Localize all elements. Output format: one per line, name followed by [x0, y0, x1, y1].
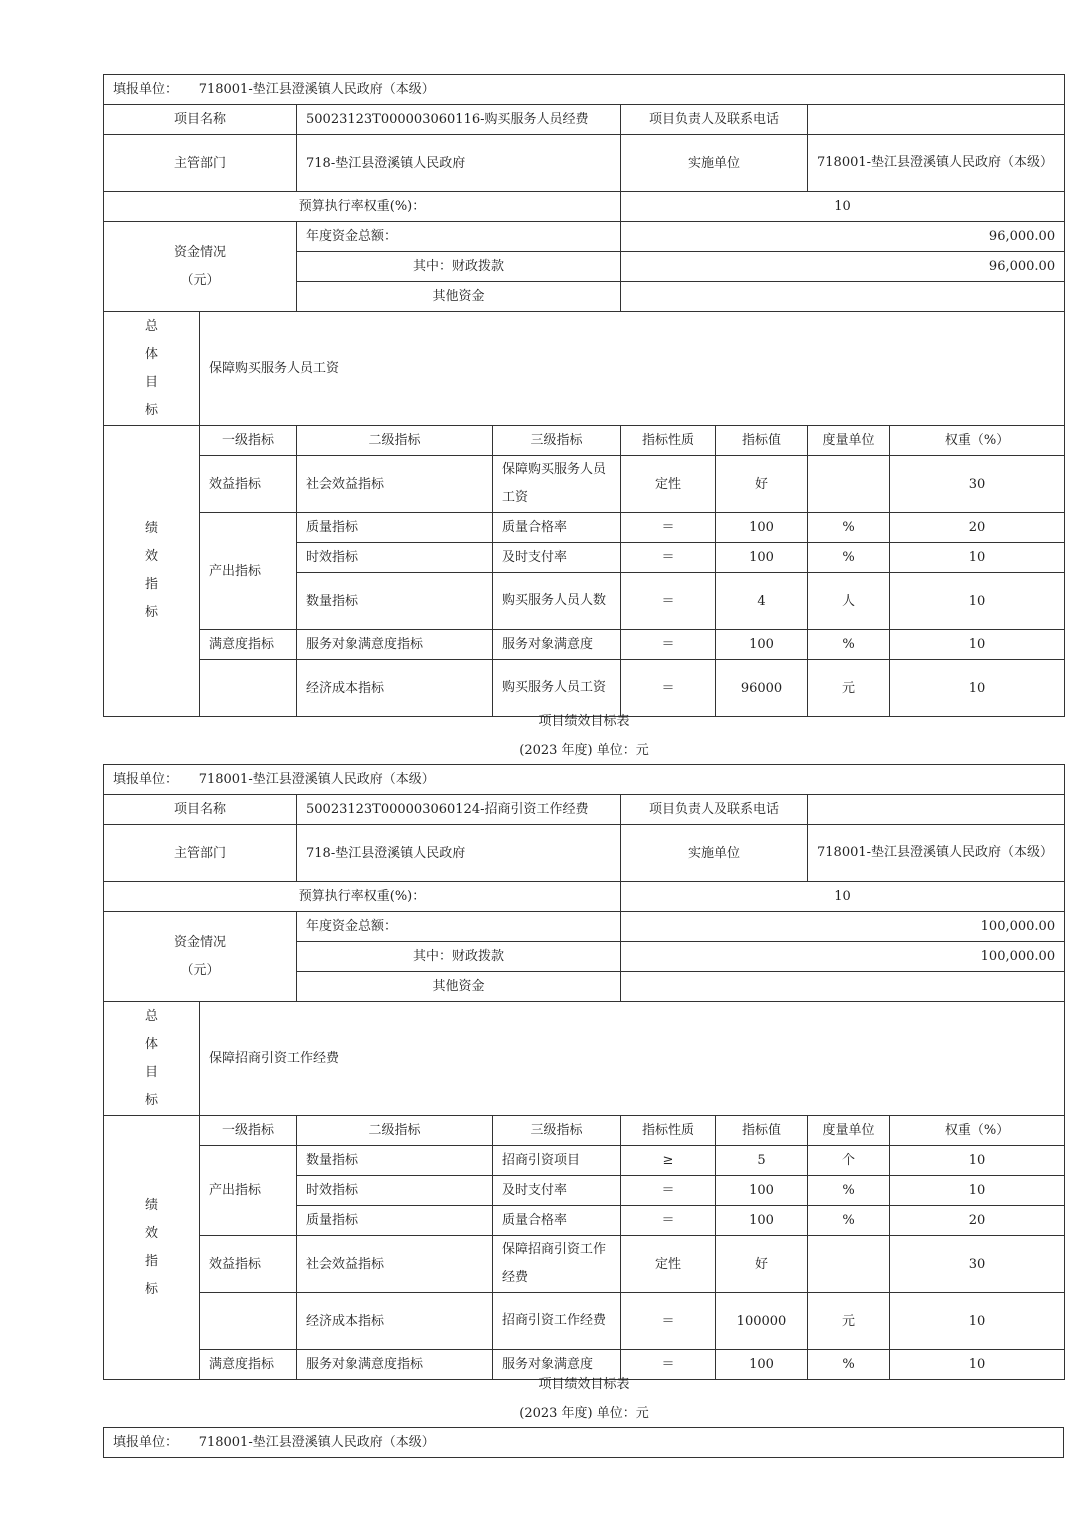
l3-cell: 保障购买服务人员工资: [493, 456, 621, 513]
value-cell: 100: [716, 1176, 808, 1206]
dept-label: 主管部门: [104, 135, 297, 192]
header-weight: 权重（%）: [890, 1116, 1065, 1146]
section-subtitle: (2023 年度) 单位：元: [519, 1406, 649, 1421]
dept-value: 718-垫江县澄溪镇人民政府: [297, 825, 621, 882]
nature-cell: ＝: [621, 573, 716, 630]
contact-label: 项目负责人及联系电话: [621, 105, 808, 135]
value-cell: 96000: [716, 660, 808, 717]
value-cell: 100: [716, 513, 808, 543]
l3-cell: 保障招商引资工作经费: [493, 1236, 621, 1293]
project-name-value: 50023123T000003060124-招商引资工作经费: [297, 795, 621, 825]
fill-unit-label: 填报单位：: [113, 82, 179, 97]
unit-cell: [808, 1236, 890, 1293]
l3-cell: 服务对象满意度: [493, 1350, 621, 1380]
header-nature: 指标性质: [621, 426, 716, 456]
goal-label: 总 体 目 标: [104, 312, 200, 426]
contact-value: [808, 795, 1065, 825]
l3-cell: 招商引资工作经费: [493, 1293, 621, 1350]
nature-cell: 定性: [621, 456, 716, 513]
header-value: 指标值: [716, 1116, 808, 1146]
header-unit: 度量单位: [808, 1116, 890, 1146]
weight-cell: 10: [890, 630, 1065, 660]
table-row: [104, 456, 1065, 513]
l3-cell: 质量合格率: [493, 513, 621, 543]
annual-total-value: 96,000.00: [621, 222, 1065, 252]
nature-cell: ＝: [621, 630, 716, 660]
unit-cell: [808, 456, 890, 513]
annual-total-label: 年度资金总额：: [297, 222, 621, 252]
value-cell: 好: [716, 456, 808, 513]
l2-cell: 社会效益指标: [297, 1236, 493, 1293]
nature-cell: ＝: [621, 513, 716, 543]
l1-cell: 满意度指标: [200, 630, 297, 660]
budget-weight-value: 10: [621, 192, 1065, 222]
weight-cell: 10: [890, 543, 1065, 573]
l2-cell: 数量指标: [297, 1146, 493, 1176]
l3-cell: 购买服务人员人数: [493, 573, 621, 630]
perf-label: 绩 效 指 标: [104, 1116, 200, 1380]
value-cell: 4: [716, 573, 808, 630]
other-funds-label: 其他资金: [297, 972, 621, 1002]
other-funds-value: [621, 972, 1065, 1002]
annual-total-value: 100,000.00: [621, 912, 1065, 942]
section-subtitle: (2023 年度) 单位：元: [519, 743, 649, 758]
performance-table-1: [103, 74, 1065, 717]
fiscal-value: 96,000.00: [621, 252, 1065, 282]
project-name-value: 50023123T000003060116-购买服务人员经费: [297, 105, 621, 135]
l1-cell: 效益指标: [200, 456, 297, 513]
header-weight: 权重（%）: [890, 426, 1065, 456]
weight-cell: 10: [890, 1350, 1065, 1380]
nature-cell: ＝: [621, 543, 716, 573]
value-cell: 100: [716, 543, 808, 573]
l2-cell: 质量指标: [297, 513, 493, 543]
l2-cell: 社会效益指标: [297, 456, 493, 513]
project-name-label: 项目名称: [104, 795, 297, 825]
weight-cell: 10: [890, 1176, 1065, 1206]
annual-total-label: 年度资金总额：: [297, 912, 621, 942]
weight-cell: 20: [890, 513, 1065, 543]
l3-cell: 招商引资项目: [493, 1146, 621, 1176]
unit-cell: %: [808, 1176, 890, 1206]
project-name-label: 项目名称: [104, 105, 297, 135]
fill-unit-row: [104, 75, 1065, 105]
header-l1: 一级指标: [200, 1116, 297, 1146]
l2-cell: 数量指标: [297, 573, 493, 630]
l3-cell: 及时支付率: [493, 543, 621, 573]
l3-cell: 服务对象满意度: [493, 630, 621, 660]
section-title: 项目绩效目标表: [538, 714, 630, 729]
l1-cell: 满意度指标: [200, 1350, 297, 1380]
unit-cell: %: [808, 1350, 890, 1380]
l2-cell: 时效指标: [297, 1176, 493, 1206]
contact-value: [808, 105, 1065, 135]
value-cell: 100: [716, 1350, 808, 1380]
l2-cell: 经济成本指标: [297, 660, 493, 717]
value-cell: 100: [716, 630, 808, 660]
fill-unit-row: [104, 1428, 1064, 1458]
nature-cell: ＝: [621, 1293, 716, 1350]
l1-cell: 效益指标: [200, 1236, 297, 1293]
l2-cell: 质量指标: [297, 1206, 493, 1236]
section-title: 项目绩效目标表: [538, 1377, 630, 1392]
nature-cell: ＝: [621, 1176, 716, 1206]
fund-label: 资金情况 （元）: [104, 912, 297, 1002]
unit-cell: %: [808, 1206, 890, 1236]
weight-cell: 20: [890, 1206, 1065, 1236]
contact-label: 项目负责人及联系电话: [621, 795, 808, 825]
unit-cell: 人: [808, 573, 890, 630]
table-row: [104, 1146, 1065, 1176]
l2-cell: 服务对象满意度指标: [297, 1350, 493, 1380]
fill-unit-value: 718001-垫江县澄溪镇人民政府（本级）: [198, 772, 435, 787]
l1-cell: [200, 1293, 297, 1350]
impl-value: 718001-垫江县澄溪镇人民政府（本级）: [808, 135, 1065, 192]
value-cell: 好: [716, 1236, 808, 1293]
budget-weight-label: 预算执行率权重(%)：: [104, 882, 621, 912]
header-nature: 指标性质: [621, 1116, 716, 1146]
value-cell: 5: [716, 1146, 808, 1176]
unit-cell: %: [808, 543, 890, 573]
table-row: [104, 630, 1065, 660]
other-funds-value: [621, 282, 1065, 312]
table-row: [104, 1293, 1065, 1350]
nature-cell: ＝: [621, 660, 716, 717]
weight-cell: 30: [890, 456, 1065, 513]
goal-value: 保障招商引资工作经费: [200, 1002, 1065, 1116]
performance-table-2: [103, 764, 1065, 1380]
header-l2: 二级指标: [297, 426, 493, 456]
weight-cell: 10: [890, 1293, 1065, 1350]
fill-unit-label: 填报单位：: [113, 1435, 179, 1450]
fill-unit-value: 718001-垫江县澄溪镇人民政府（本级）: [198, 1435, 435, 1450]
other-funds-label: 其他资金: [297, 282, 621, 312]
nature-cell: ＝: [621, 1206, 716, 1236]
unit-cell: %: [808, 513, 890, 543]
impl-label: 实施单位: [621, 825, 808, 882]
weight-cell: 10: [890, 573, 1065, 630]
dept-label: 主管部门: [104, 825, 297, 882]
weight-cell: 10: [890, 1146, 1065, 1176]
l1-cell: 产出指标: [200, 513, 297, 630]
fiscal-label: 其中：财政拨款: [297, 942, 621, 972]
l3-cell: 购买服务人员工资: [493, 660, 621, 717]
impl-value: 718001-垫江县澄溪镇人民政府（本级）: [808, 825, 1065, 882]
weight-cell: 10: [890, 660, 1065, 717]
unit-cell: 元: [808, 1293, 890, 1350]
nature-cell: 定性: [621, 1236, 716, 1293]
l1-cell: 产出指标: [200, 1146, 297, 1236]
fill-unit-label: 填报单位：: [113, 772, 179, 787]
table-row: [104, 513, 1065, 543]
budget-weight-label: 预算执行率权重(%)：: [104, 192, 621, 222]
dept-value: 718-垫江县澄溪镇人民政府: [297, 135, 621, 192]
unit-cell: 个: [808, 1146, 890, 1176]
header-l3: 三级指标: [493, 1116, 621, 1146]
header-value: 指标值: [716, 426, 808, 456]
fill-unit-row: [104, 765, 1065, 795]
header-l1: 一级指标: [200, 426, 297, 456]
impl-label: 实施单位: [621, 135, 808, 192]
l2-cell: 服务对象满意度指标: [297, 630, 493, 660]
goal-label: 总 体 目 标: [104, 1002, 200, 1116]
value-cell: 100: [716, 1206, 808, 1236]
perf-label: 绩 效 指 标: [104, 426, 200, 717]
header-unit: 度量单位: [808, 426, 890, 456]
header-l2: 二级指标: [297, 1116, 493, 1146]
nature-cell: ≥: [621, 1146, 716, 1176]
nature-cell: ＝: [621, 1350, 716, 1380]
l2-cell: 时效指标: [297, 543, 493, 573]
fund-label: 资金情况 （元）: [104, 222, 297, 312]
budget-weight-value: 10: [621, 882, 1065, 912]
fill-unit-value: 718001-垫江县澄溪镇人民政府（本级）: [198, 82, 435, 97]
unit-cell: 元: [808, 660, 890, 717]
performance-table-3: [103, 1427, 1064, 1458]
weight-cell: 30: [890, 1236, 1065, 1293]
l2-cell: 经济成本指标: [297, 1293, 493, 1350]
fiscal-label: 其中：财政拨款: [297, 252, 621, 282]
table-row: [104, 1236, 1065, 1293]
goal-value: 保障购买服务人员工资: [200, 312, 1065, 426]
unit-cell: %: [808, 630, 890, 660]
value-cell: 100000: [716, 1293, 808, 1350]
header-l3: 三级指标: [493, 426, 621, 456]
l3-cell: 及时支付率: [493, 1176, 621, 1206]
l3-cell: 质量合格率: [493, 1206, 621, 1236]
fiscal-value: 100,000.00: [621, 942, 1065, 972]
